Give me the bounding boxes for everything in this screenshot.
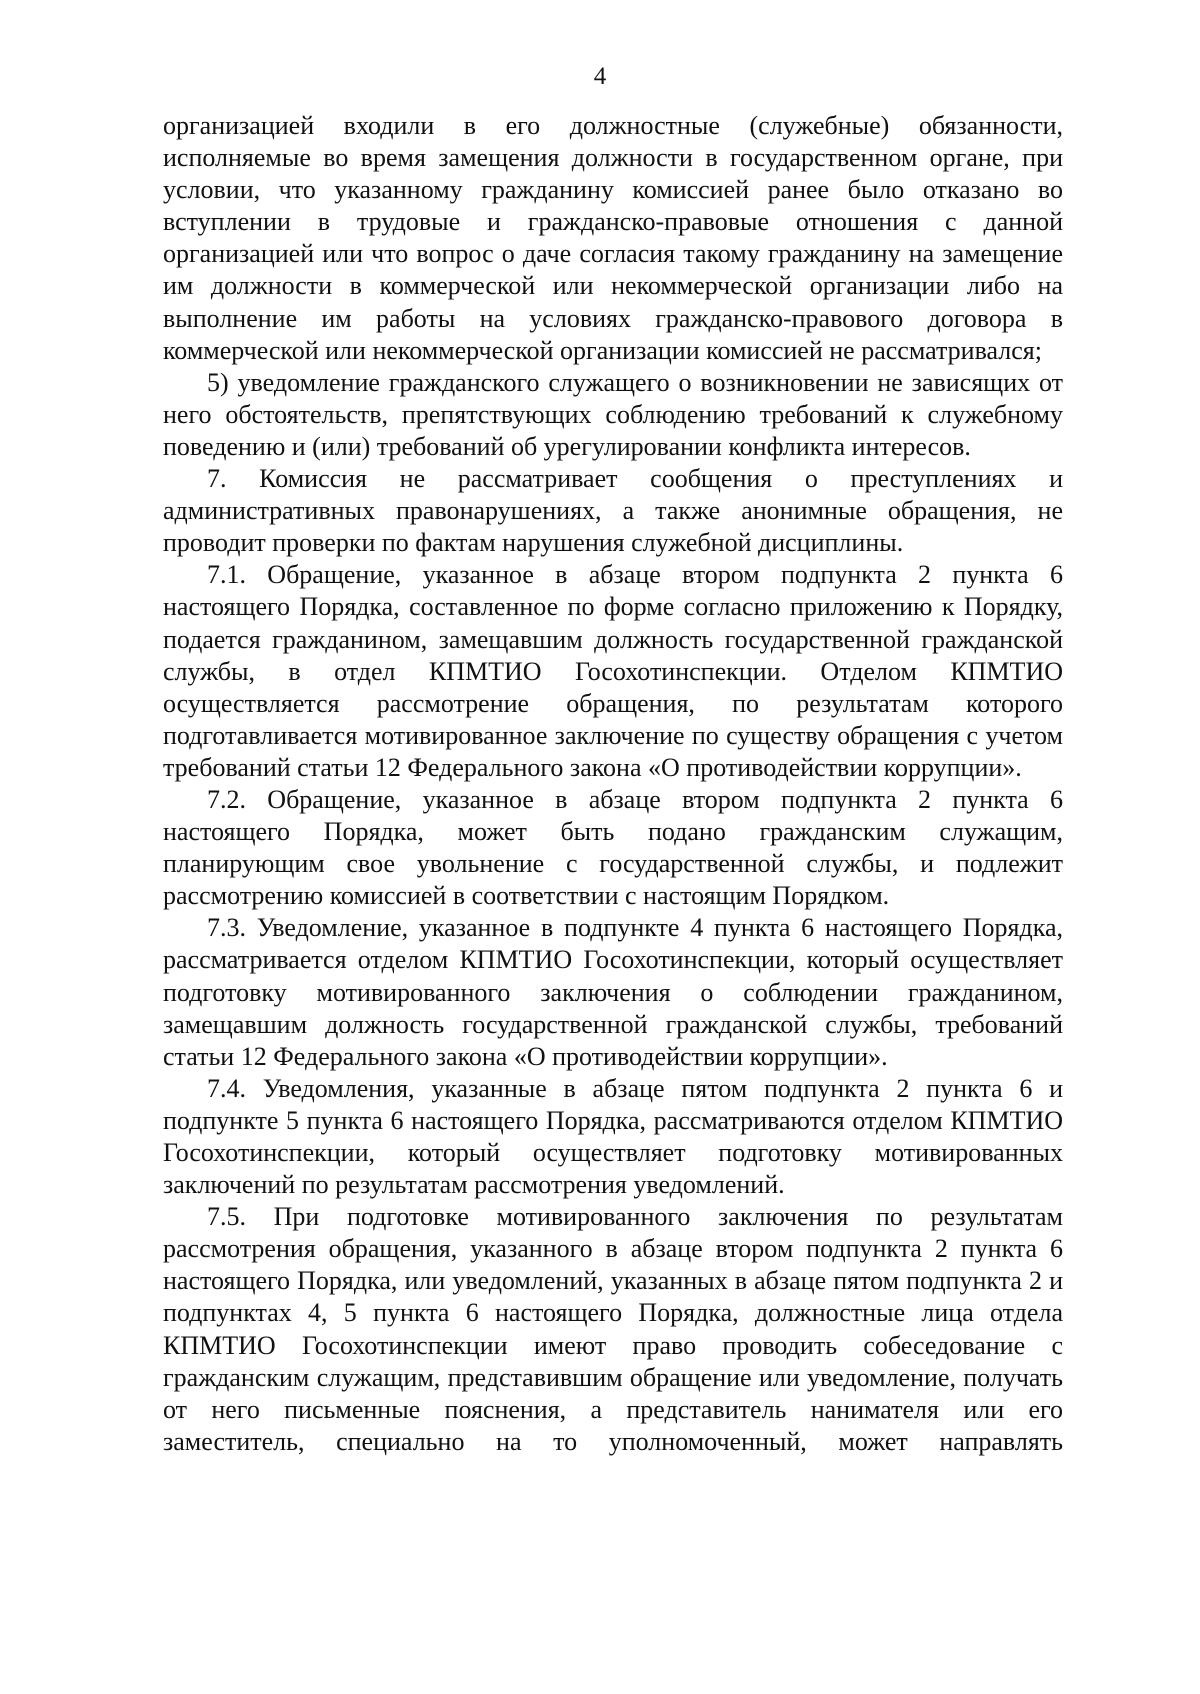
paragraph-7-1: 7.1. Обращение, указанное в абзаце втором подпункта 2 пункта 6 настоящего Порядка, составленное по форме согласно приложению к Порядку, подается гражданином, замещавшим должность государственной гражданской службы, в отдел КПМТИО Госохотинспекции. Отделом КПМТИО осуществляется рассмотрение обращения, по результатам которого подготавливается мотивированное заключение по существу обращения с учетом требований статьи 12 Федерального закона «О противодействии коррупции». xyxy=(163,560,1063,782)
paragraph-7-2: 7.2. Обращение, указанное в абзаце втором подпункта 2 пункта 6 настоящего Порядка, может быть подано гражданским служащим, планирующим свое увольнение с государственной службы, и подлежит рассмотрению комиссией в соответствии с настоящим Порядком. xyxy=(163,784,1063,911)
paragraph-7-5: 7.5. При подготовке мотивированного заключения по результатам рассмотрения обращения, указанного в абзаце втором подпункта 2 пункта 6 настоящего Порядка, или уведомлений, указанных в абзаце пятом подпункта 2 и подпунктах 4, 5 пункта 6 настоящего Порядка, должностные лица отдела КПМТИО Госохотинспекции имеют право проводить собеседование с гражданским служащим, представившим обращение или уведомление, получать от него письменные пояснения, а представитель нанимателя или его заместитель, специально на то уполномоченный, может направлять xyxy=(163,1202,1063,1456)
paragraph-7: 7. Комиссия не рассматривает сообщения о преступлениях и административных правонарушениях, а также анонимные обращения, не проводит проверки по фактам нарушения служебной дисциплины. xyxy=(163,464,1063,558)
paragraph-7-3: 7.3. Уведомление, указанное в подпункте 4 пункта 6 настоящего Порядка, рассматривается отделом КПМТИО Госохотинспекции, который осуществляет подготовку мотивированного заключения о соблюдении гражданином, замещавшим должность государственной гражданской службы, требований статьи 12 Федерального закона «О противодействии коррупции». xyxy=(163,913,1063,1071)
document-body xyxy=(163,110,1063,1458)
page-number: 4 xyxy=(593,63,607,90)
paragraph-continuation: организацией входили в его должностные (служебные) обязанности, исполняемые во время замещения должности в государственном органе, при условии, что указанному гражданину комиссией ранее было отказано во вступлении в трудовые и гражданско-правовые отношения с данной организацией или что вопрос о даче согласия такому гражданину на замещение им должности в коммерческой или некоммерческой организации либо на выполнение им работы на условиях гражданско-правового договора в коммерческой или некоммерческой организации комиссией не рассматривался; xyxy=(163,111,1063,365)
paragraph-7-4: 7.4. Уведомления, указанные в абзаце пятом подпункта 2 пункта 6 и подпункте 5 пункта 6 настоящего Порядка, рассматриваются отделом КПМТИО Госохотинспекции, который осуществляет подготовку мотивированных заключений по результатам рассмотрения уведомлений. xyxy=(163,1073,1063,1200)
paragraph-item-5: 5) уведомление гражданского служащего о возникновении не зависящих от него обстоятельств, препятствующих соблюдению требований к служебному поведению и (или) требований об урегулировании конфликта интересов. xyxy=(163,367,1063,461)
